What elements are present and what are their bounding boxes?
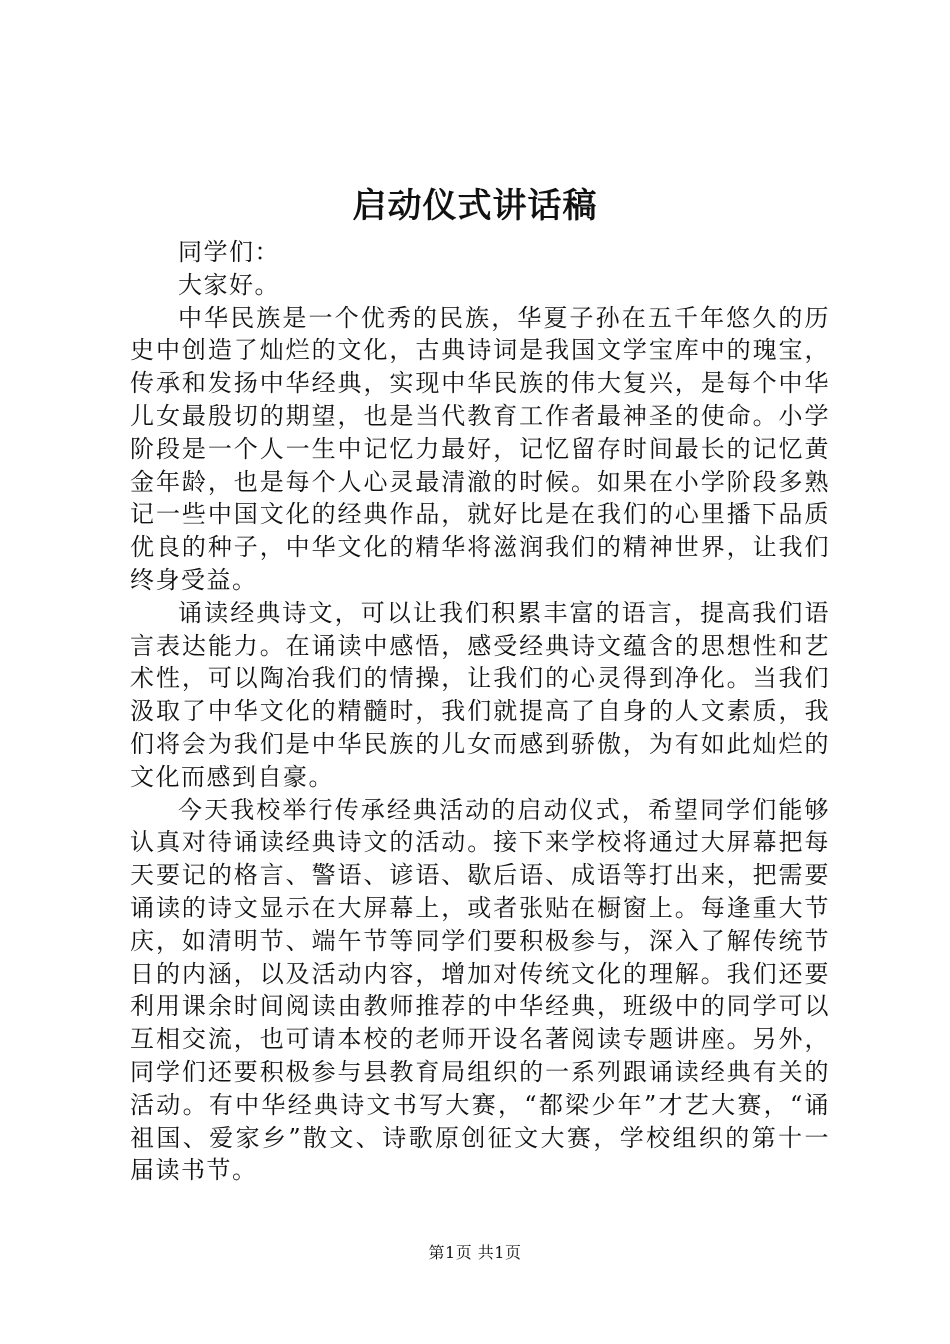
document-body [130, 236, 830, 1187]
paragraph-1: 中华民族是一个优秀的民族，华夏子孙在五千年悠久的历史中创造了灿烂的文化，古典诗词是我国文学宝库中的瑰宝，传承和发扬中华经典，实现中华民族的伟大复兴，是每个中华儿女最殷切的期望，也是当代教育工作者最神圣的使命。小学阶段是一个人一生中记忆力最好，记忆留存时间最长的记忆黄金年龄，也是每个人心灵最清澈的时候。如果在小学阶段多熟记一些中国文化的经典作品，就好比是在我们的心里播下品质优良的种子，中华文化的精华将滋润我们的精神世界，让我们终身受益。 [130, 303, 830, 594]
page-footer: 第1页 共1页 [428, 1243, 522, 1262]
document-title: 启动仪式讲话稿 [352, 186, 598, 226]
paragraph-2: 诵读经典诗文，可以让我们积累丰富的语言，提高我们语言表达能力。在诵读中感悟，感受经典诗文蕴含的思想性和艺术性，可以陶冶我们的情操，让我们的心灵得到净化。当我们汲取了中华文化的精髓时，我们就提高了自身的人文素质，我们将会为我们是中华民族的儿女而感到骄傲，为有如此灿烂的文化而感到自豪。 [130, 598, 830, 791]
greeting-line: 大家好。 [178, 270, 280, 299]
paragraph-3: 今天我校举行传承经典活动的启动仪式，希望同学们能够认真对待诵读经典诗文的活动。接下来学校将通过大屏幕把每天要记的格言、警语、谚语、歇后语、成语等打出来，把需要诵读的诗文显示在大屏幕上，或者张贴在橱窗上。每逢重大节庆，如清明节、端午节等同学们要积极参与，深入了解传统节日的内涵，以及活动内容，增加对传统文化的理解。我们还要利用课余时间阅读由教师推荐的中华经典，班级中的同学可以互相交流，也可请本校的老师开设名著阅读专题讲座。另外，同学们还要积极参与县教育局组织的一系列跟诵读经典有关的活动。有中华经典诗文书写大赛，“都梁少年”才艺大赛，“诵祖国、爱家乡”散文、诗歌原创征文大赛，学校组织的第十一届读书节。 [130, 795, 830, 1185]
salutation-line: 同学们： [178, 238, 280, 266]
